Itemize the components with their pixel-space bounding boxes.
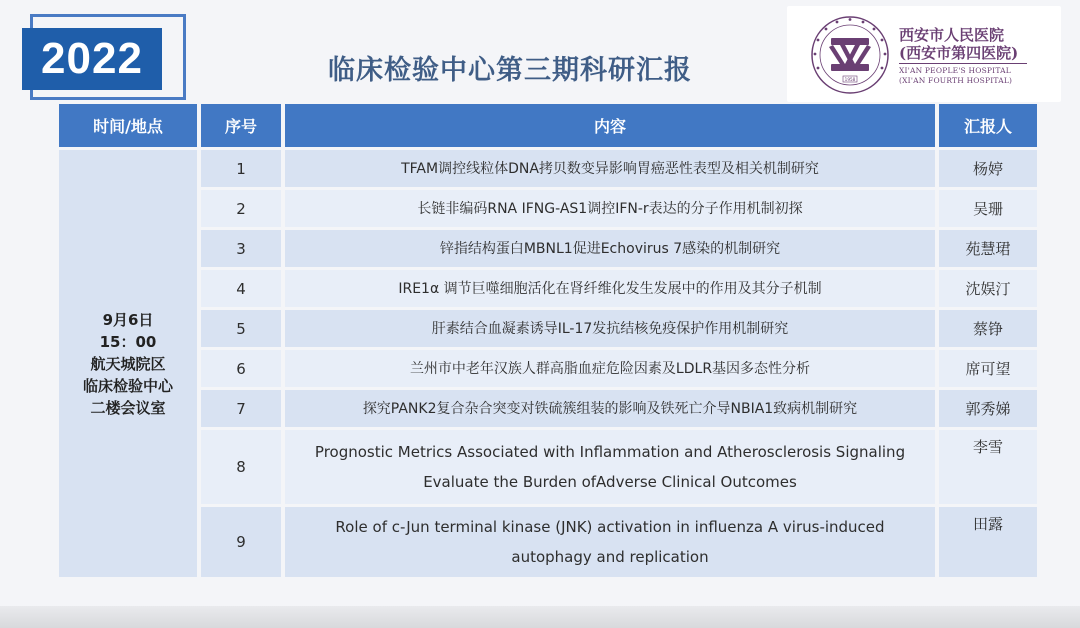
row-number: 2 [201,190,281,227]
row-number: 7 [201,390,281,427]
row-content: IRE1α 调节巨噬细胞活化在肾纤维化发生发展中的作用及其分子机制 [285,270,935,307]
row-content [285,430,935,504]
table-row [59,310,1037,347]
table-row [59,430,1037,504]
table-row [59,150,1037,187]
year-badge: 2022 [22,28,162,90]
hospital-logo [787,6,1061,102]
row-content-line: autophagy and replication [511,548,709,566]
row-number: 6 [201,350,281,387]
room: 二楼会议室 [90,398,166,417]
department: 临床检验中心 [82,376,173,395]
time-place-cell [59,150,197,577]
row-content: 肝素结合血凝素诱导IL-17发抗结核免疫保护作用机制研究 [285,310,935,347]
table-row [59,230,1037,267]
seal-year: 1958 [844,76,856,82]
time: 15：00 [99,332,157,351]
bottom-strip [0,606,1080,628]
schedule-table [55,101,1041,580]
row-reporter: 席可望 [939,350,1037,387]
header-reporter: 汇报人 [939,104,1037,147]
row-reporter: 吴珊 [939,190,1037,227]
divider [899,63,1027,64]
table-row [59,270,1037,307]
row-number: 3 [201,230,281,267]
row-number: 8 [201,430,281,504]
header-number: 序号 [201,104,281,147]
row-reporter: 杨婷 [939,150,1037,187]
row-reporter: 蔡铮 [939,310,1037,347]
hospital-name-cn-alt: (西安市第四医院) [899,44,1019,62]
row-reporter: 苑慧珺 [939,230,1037,267]
row-content: 锌指结构蛋白MBNL1促进Echovirus 7感染的机制研究 [285,230,935,267]
row-content [285,507,935,577]
hospital-name-en-alt: (XI'AN FOURTH HOSPITAL) [899,76,1013,85]
row-number: 9 [201,507,281,577]
table-row [59,507,1037,577]
header-time-place: 时间/地点 [59,104,197,147]
row-reporter: 田露 [939,507,1037,577]
row-content: 长链非编码RNA IFNG-AS1调控IFN-r表达的分子作用机制初探 [285,190,935,227]
header-content: 内容 [285,104,935,147]
hospital-name [899,26,1057,86]
row-content-line: Prognostic Metrics Associated with Inflammation and Atherosclerosis Signaling [314,443,906,461]
date: 9月6日 [102,310,154,329]
row-reporter: 郭秀娣 [939,390,1037,427]
row-content: 兰州市中老年汉族人群高脂血症危险因素及LDLR基因多态性分析 [285,350,935,387]
table-header-row [59,104,1037,147]
row-number: 5 [201,310,281,347]
table-row [59,190,1037,227]
table-row [59,390,1037,427]
row-content: TFAM调控线粒体DNA拷贝数变异影响胃癌恶性表型及相关机制研究 [285,150,935,187]
row-number: 1 [201,150,281,187]
row-reporter: 李雪 [939,430,1037,504]
row-number: 4 [201,270,281,307]
hospital-name-en: XI'AN PEOPLE'S HOSPITAL [899,66,1011,75]
page-title: 临床检验中心第三期科研汇报 [328,55,692,86]
hospital-name-cn: 西安市人民医院 [899,26,1005,44]
row-reporter: 沈娱汀 [939,270,1037,307]
row-content-line: Role of c-Jun terminal kinase (JNK) activation in influenza A virus-induced [335,518,885,536]
row-content-line: Evaluate the Burden ofAdverse Clinical Outcomes [423,473,797,491]
row-content: 探究PANK2复合杂合突变对铁硫簇组装的影响及铁死亡介导NBIA1致病机制研究 [285,390,935,427]
campus: 航天城院区 [90,354,166,373]
table-row [59,350,1037,387]
hospital-seal-icon [809,14,891,96]
